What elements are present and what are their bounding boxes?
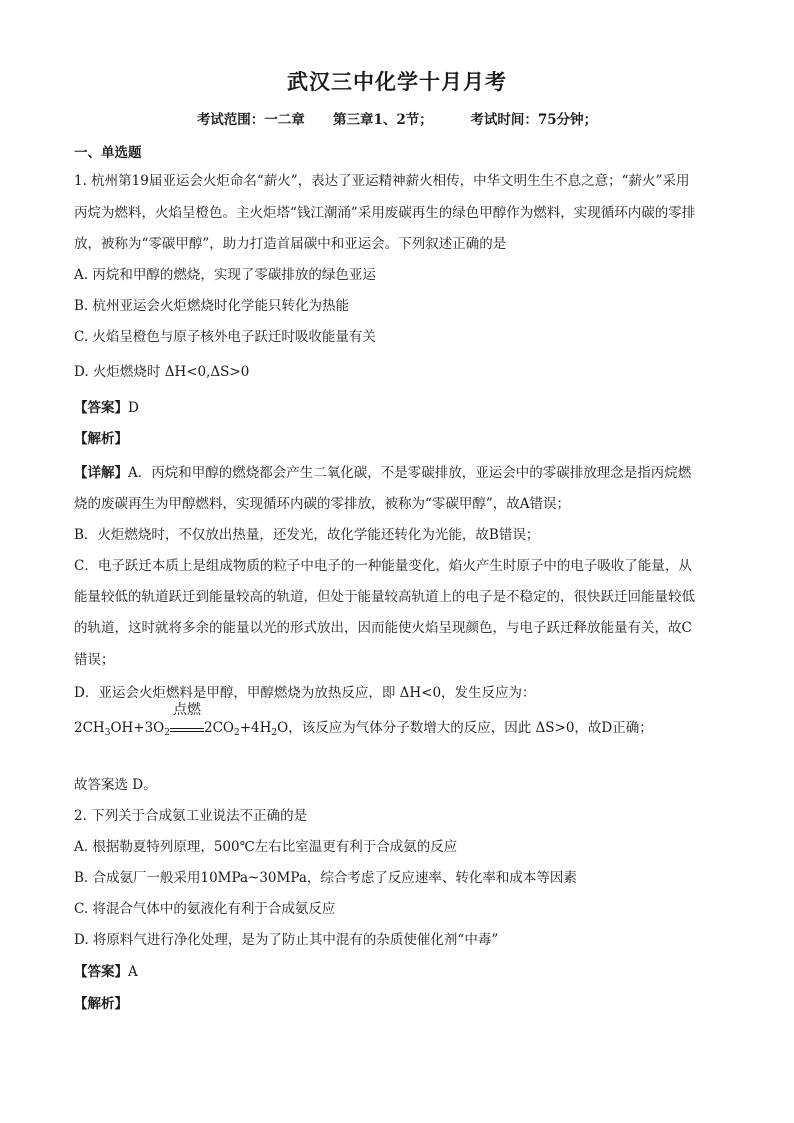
equation-explanation: ，该反应为气体分子数增大的反应，因此 ΔS>0，故D正确； (288, 720, 653, 736)
q2-option-d: D. 将原料气进行净化处理，是为了防止其中混有的杂质使催化剂“中毒” (74, 932, 499, 948)
reaction-condition: 点燃 (172, 701, 201, 718)
q1-detail-line-6: 的轨道，这时就将多余的能量以光的形式放出，因而能使火焰呈现颜色，与电子跃迁释放能量有关，故C (74, 620, 692, 636)
q1-conclusion: 故答案选 D。 (74, 777, 157, 793)
answer-value: A (128, 964, 138, 980)
equation-products: $2CO_2+4H_2O$ (203, 720, 289, 738)
analysis-tag: 【解析】 (74, 996, 128, 1012)
page-title: 武汉三中化学十月月考 (287, 69, 507, 94)
q2-analysis-tag (74, 994, 128, 1014)
q1-analysis-tag (74, 429, 128, 449)
q1-detail-line-3: B．火炬燃烧时，不仅放出热量，还发光，故化学能还转化为光能，故B错误； (74, 527, 540, 543)
q1-detail-line-5: 能量较低的轨道跃迁到能量较高的轨道，但处于能量较高轨道上的电子是不稳定的，很快跃迁回能量较低 (74, 589, 695, 605)
q1-option-a: A. 丙烷和甲醇的燃烧，实现了零碳排放的绿色亚运 (74, 267, 376, 283)
answer-value: D (128, 400, 139, 416)
q1-stem-line-3: 放，被称为“零碳甲醇”，助力打造首届碳中和亚运会。下列叙述正确的是 (74, 236, 507, 252)
combustion-equation (74, 701, 653, 756)
q1-detail-line-4: C．电子跃迁本质上是组成物质的粒子中电子的一种能量变化，焰火产生时原子中的电子吸收了能量，从 (74, 558, 692, 574)
detail-tag: 【详解】 (74, 465, 128, 481)
analysis-tag: 【解析】 (74, 431, 128, 447)
q2-option-b: B. 合成氨厂一般采用10MPa~30MPa，综合考虑了反应速率、转化率和成本等因素 (74, 870, 577, 886)
q1-detail-line-1 (74, 463, 691, 483)
q2-option-a: A. 根据勒夏特列原理，500℃左右比室温更有利于合成氨的反应 (74, 839, 458, 855)
q2-option-c: C. 将混合气体中的氨液化有利于合成氨反应 (74, 901, 336, 917)
q1-stem-line-2: 丙烷为燃料，火焰呈橙色。主火炬塔“钱江潮涌”采用废碳再生的绿色甲醇作为燃料，实现循环内碳的零排 (74, 205, 696, 221)
q1-option-d: D. 火炬燃烧时 ΔH<0,ΔS>0 (74, 364, 250, 380)
answer-tag: 【答案】 (74, 400, 128, 416)
answer-tag: 【答案】 (74, 964, 128, 980)
q1-detail-line-7: 错误； (74, 652, 115, 668)
q1-detail-line-8: D．亚运会火炬燃料是甲醇，甲醇燃烧为放热反应，即 ΔH<0，发生反应为： (74, 685, 536, 701)
q1-option-c: C. 火焰呈橙色与原子核外电子跃迁时吸收能量有关 (74, 329, 376, 345)
detail-text: A．丙烷和甲醇的燃烧都会产生二氧化碳，不是零碳排放，亚运会中的零碳排放理念是指丙烷燃 (128, 465, 692, 481)
q2-stem: 2. 下列关于合成氨工业说法不正确的是 (74, 808, 308, 824)
q1-option-b: B. 杭州亚运会火炬燃烧时化学能只转化为热能 (74, 298, 350, 314)
exam-scope-line: 考试范围：一二章 第三章1、2节； 考试时间：75分钟； (196, 112, 598, 128)
q1-detail-line-2: 烧的废碳再生为甲醇燃料，实现循环内碳的零排放，被称为“零碳甲醇”，故A错误； (74, 496, 571, 512)
q1-stem-line-1: 1. 杭州第19届亚运会火炬命名“薪火”，表达了亚运精神薪火相传，中华文明生生不息之意；“薪火”采用 (74, 173, 690, 189)
reaction-arrow (170, 701, 204, 739)
q1-answer (74, 398, 139, 418)
q2-answer (74, 962, 138, 982)
equation-reactants: $2CH_3OH+3O_2$ (74, 720, 170, 738)
section-heading: 一、单选题 (74, 145, 142, 161)
